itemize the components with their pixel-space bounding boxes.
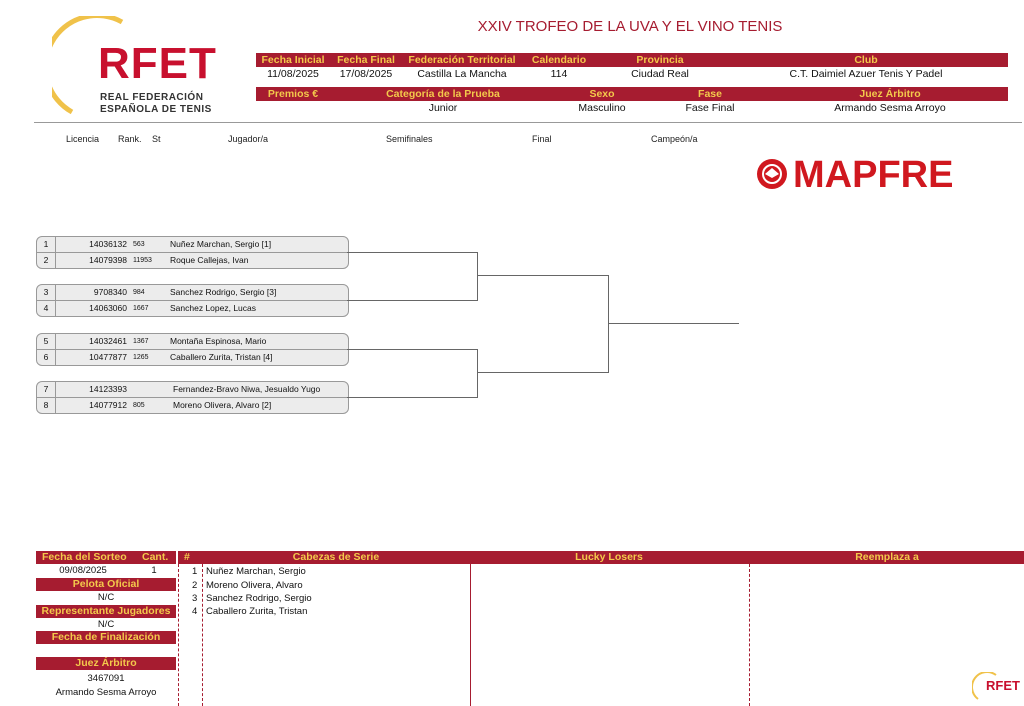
value-sex: Masculino xyxy=(578,102,626,114)
draw-entry xyxy=(36,300,349,317)
referee-id: 3467091 xyxy=(87,673,125,684)
player-rank: 11953 xyxy=(133,257,152,264)
col-semifinals: Semifinales xyxy=(386,134,433,144)
bracket-line xyxy=(477,349,478,398)
player-license: 14079398 xyxy=(89,255,127,265)
bracket-line xyxy=(347,397,477,398)
header-divider xyxy=(34,122,1022,123)
player-rank: 984 xyxy=(133,289,145,296)
seed-name: Sanchez Rodrigo, Sergio xyxy=(206,593,312,604)
col-player: Jugador/a xyxy=(228,134,269,144)
qty-label: Cant. xyxy=(142,551,169,563)
logo-line2: ESPAÑOLA DE TENIS xyxy=(100,104,212,115)
label-phase: Fase xyxy=(698,88,722,100)
player-license: 14077912 xyxy=(89,400,127,410)
col-rank: Rank. xyxy=(118,134,142,144)
player-name: Montaña Espinosa, Mario xyxy=(170,336,267,346)
logo-line1: REAL FEDERACIÓN xyxy=(100,92,204,103)
logo-text: RFET xyxy=(98,39,217,88)
info-values-row2 xyxy=(256,101,1008,115)
player-name: Sanchez Lopez, Lucas xyxy=(170,303,257,313)
player-name: Nuñez Marchan, Sergio [1] xyxy=(170,239,272,249)
draw-position: 6 xyxy=(37,350,56,365)
seed-number: 3 xyxy=(192,593,198,604)
draw-position: 2 xyxy=(37,253,56,268)
column-separator xyxy=(178,564,179,706)
label-club: Club xyxy=(854,54,878,66)
bracket-line xyxy=(347,300,477,301)
draw-entry xyxy=(36,381,349,398)
label-federation: Federación Territorial xyxy=(408,54,516,66)
sponsor-text: MAPFRE xyxy=(793,154,954,196)
col-license: Licencia xyxy=(66,134,100,144)
draw-date-value: 09/08/2025 xyxy=(59,565,107,576)
label-category: Categoría de la Prueba xyxy=(386,88,500,100)
info-header-row2 xyxy=(256,87,1008,101)
rfet-logo xyxy=(52,16,222,116)
draw-position: 1 xyxy=(37,237,56,252)
label-calendar: Calendario xyxy=(531,54,587,66)
label-sex: Sexo xyxy=(589,88,615,100)
player-rank: 805 xyxy=(133,402,145,409)
draw-entry xyxy=(36,284,349,301)
bracket-line xyxy=(347,349,477,350)
ball-header: Pelota Oficial xyxy=(36,578,176,591)
player-rank: 1265 xyxy=(133,354,149,361)
bracket-line xyxy=(347,252,477,253)
column-separator xyxy=(202,564,203,706)
label-prizes: Premios € xyxy=(267,88,319,100)
player-rank: 563 xyxy=(133,241,145,248)
footer-logo-text: RFET xyxy=(986,678,1020,693)
seed-name: Moreno Olivera, Alvaro xyxy=(206,580,303,591)
seeds-header-bar xyxy=(178,551,1024,564)
bracket-line xyxy=(477,275,608,276)
draw-entry xyxy=(36,236,349,253)
seeds-label: Cabezas de Serie xyxy=(292,551,380,563)
player-name: Fernandez-Bravo Niwa, Jesualdo Yugo xyxy=(173,384,321,394)
mapfre-emblem-icon xyxy=(755,157,789,191)
value-start-date: 11/08/2025 xyxy=(267,68,319,80)
draw-entry xyxy=(36,252,349,269)
value-federation: Castilla La Mancha xyxy=(417,68,507,80)
seed-name: Caballero Zurita, Tristan xyxy=(206,606,308,617)
value-club: C.T. Daimiel Azuer Tenis Y Padel xyxy=(789,68,943,80)
draw-date-header xyxy=(36,551,176,564)
bracket-line xyxy=(608,275,609,373)
value-category: Junior xyxy=(428,102,458,114)
seed-number: 2 xyxy=(192,580,198,591)
end-date-header: Fecha de Finalización xyxy=(36,631,176,644)
rep-header: Representante Jugadores xyxy=(36,605,176,618)
player-license: 14123393 xyxy=(89,384,127,394)
player-license: 9708340 xyxy=(93,287,127,297)
info-header-row1 xyxy=(256,53,1008,67)
replace-label: Reemplaza a xyxy=(855,551,919,563)
value-calendar: 114 xyxy=(550,68,568,80)
label-province: Provincia xyxy=(636,54,684,66)
seed-name: Nuñez Marchan, Sergio xyxy=(206,566,306,577)
label-end-date: Fecha Final xyxy=(337,54,395,66)
player-name: Moreno Olivera, Alvaro [2] xyxy=(173,400,272,410)
col-final: Final xyxy=(532,134,552,144)
draw-entry xyxy=(36,349,349,366)
col-st: St xyxy=(152,134,161,144)
draw-position: 8 xyxy=(37,398,56,413)
bracket-line xyxy=(477,372,608,373)
bracket-line xyxy=(608,323,739,324)
player-license: 14032461 xyxy=(89,336,127,346)
draw-position: 3 xyxy=(37,285,56,300)
lucky-losers-label: Lucky Losers xyxy=(575,551,643,563)
player-name: Roque Callejas, Ivan xyxy=(170,255,249,265)
player-rank: 1667 xyxy=(133,305,149,312)
label-referee: Juez Árbitro xyxy=(859,88,921,100)
player-license: 10477877 xyxy=(89,352,127,362)
draw-position: 4 xyxy=(37,301,56,316)
page-title: XXIV TROFEO DE LA UVA Y EL VINO TENIS xyxy=(477,18,783,35)
seed-number: 1 xyxy=(192,566,198,577)
player-name: Caballero Zurita, Tristan [4] xyxy=(170,352,273,362)
draw-position: 7 xyxy=(37,382,56,397)
hash-label: # xyxy=(184,551,190,563)
bottom-section xyxy=(0,550,1024,706)
draw-entry xyxy=(36,333,349,350)
rep-value: N/C xyxy=(97,619,115,630)
draw-date-label: Fecha del Sorteo xyxy=(42,551,127,563)
player-license: 14063060 xyxy=(89,303,127,313)
draw-entry xyxy=(36,397,349,414)
value-province: Ciudad Real xyxy=(631,68,689,80)
player-name: Sanchez Rodrigo, Sergio [3] xyxy=(170,287,277,297)
seed-number: 4 xyxy=(192,606,198,617)
info-values-row1 xyxy=(256,67,1008,81)
player-rank: 1367 xyxy=(133,338,149,345)
value-end-date: 17/08/2025 xyxy=(339,68,393,80)
footer-rfet-logo xyxy=(972,672,1022,702)
draw-position: 5 xyxy=(37,334,56,349)
player-license: 14036132 xyxy=(89,239,127,249)
label-start-date: Fecha Inicial xyxy=(261,54,325,66)
referee-header: Juez Árbitro xyxy=(36,657,176,670)
col-champion: Campeón/a xyxy=(651,134,698,144)
bracket-line xyxy=(477,252,478,301)
value-referee: Armando Sesma Arroyo xyxy=(834,102,946,114)
column-separator xyxy=(749,564,750,706)
qty-value: 1 xyxy=(151,565,157,576)
value-phase: Fase Final xyxy=(685,102,735,114)
end-date-value xyxy=(36,645,176,657)
ball-value: N/C xyxy=(97,592,115,603)
referee-name: Armando Sesma Arroyo xyxy=(55,687,157,698)
column-separator xyxy=(470,564,471,706)
